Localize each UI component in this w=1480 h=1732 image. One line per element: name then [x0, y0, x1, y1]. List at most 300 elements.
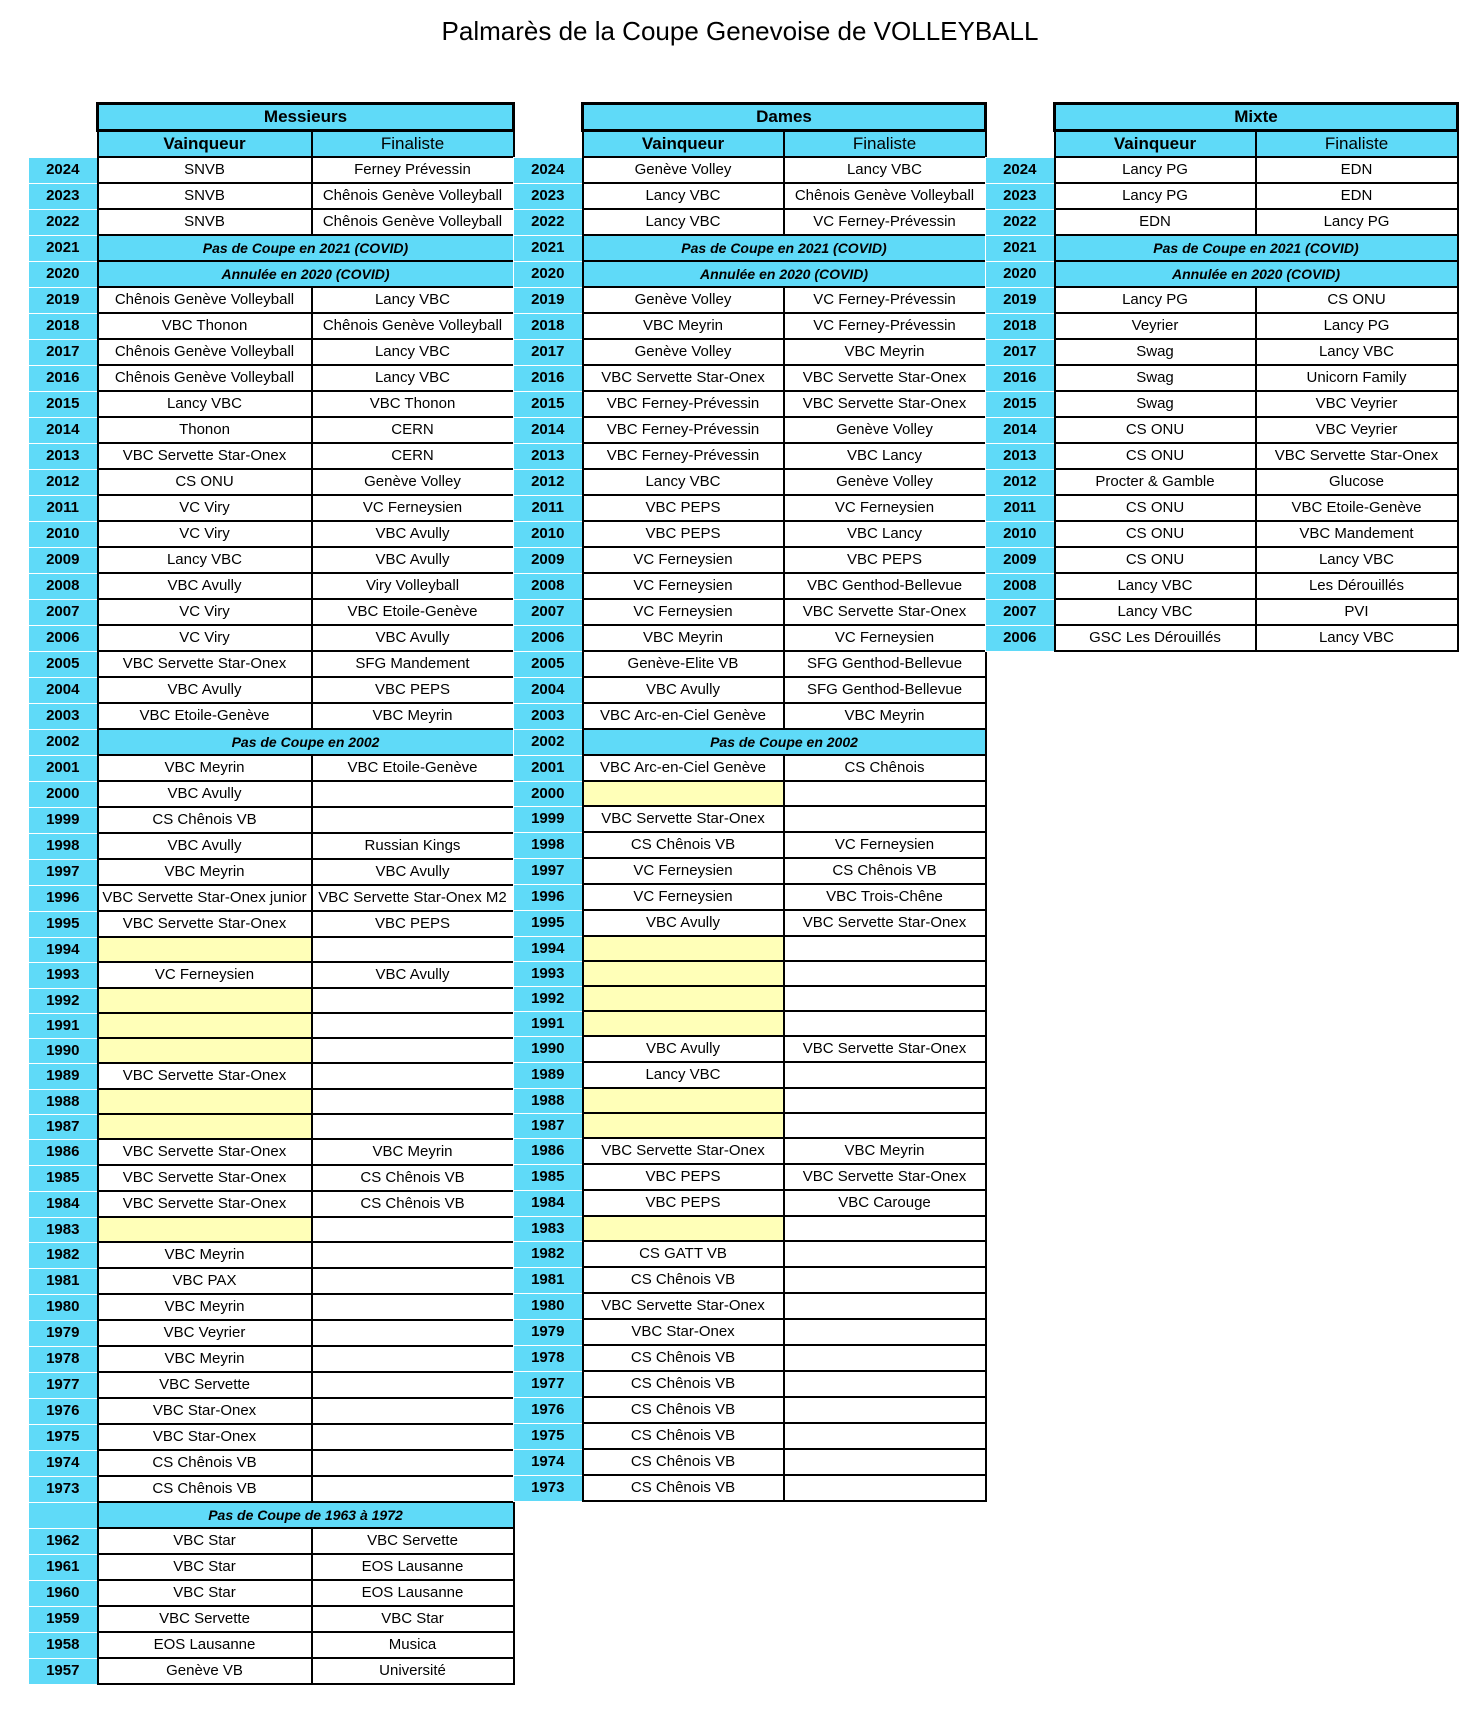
winner-cell [98, 1089, 312, 1114]
winner-cell: VBC Servette Star-Onex junior [98, 885, 312, 911]
year-cell: 2003 [29, 703, 98, 729]
winner-cell: Veyrier [1055, 313, 1256, 339]
finalist-cell [784, 1241, 986, 1267]
year-cell: 1995 [514, 910, 583, 936]
winner-cell: VBC Servette Star-Onex [98, 1063, 312, 1089]
finalist-cell: EOS Lausanne [312, 1554, 514, 1580]
finalist-cell: VBC Lancy [784, 521, 986, 547]
finalist-cell [312, 1424, 514, 1450]
winner-cell: VBC PEPS [583, 1190, 784, 1216]
table-row [514, 443, 986, 469]
winner-cell: CS Chênois VB [583, 832, 784, 858]
winner-cell: Genève Volley [583, 287, 784, 313]
year-cell: 1986 [514, 1138, 583, 1164]
table-row [514, 1036, 986, 1062]
finalist-cell: VC Ferney-Prévessin [784, 209, 986, 235]
finalist-cell: VC Ferney-Prévessin [784, 287, 986, 313]
finalist-cell: VBC Carouge [784, 1190, 986, 1216]
finalist-cell [784, 1293, 986, 1319]
table-row [29, 365, 514, 391]
finalist-cell [312, 1038, 514, 1063]
finalist-cell: VBC Servette Star-Onex [1256, 443, 1458, 469]
table-row [986, 235, 1458, 261]
winner-cell: VBC Arc-en-Ciel Genève [583, 703, 784, 729]
finalist-cell: VBC Star [312, 1606, 514, 1632]
table-row [514, 1088, 986, 1113]
winner-cell [98, 1013, 312, 1038]
table-row [29, 495, 514, 521]
year-cell [29, 1502, 98, 1528]
year-cell: 1998 [29, 833, 98, 859]
year-cell: 2011 [514, 495, 583, 521]
winner-cell: Lancy PG [1055, 157, 1256, 183]
year-cell: 1997 [29, 859, 98, 885]
winner-cell: CS Chênois VB [583, 1449, 784, 1475]
winner-cell: SNVB [98, 183, 312, 209]
finalist-cell: SFG Mandement [312, 651, 514, 677]
table-row [514, 261, 986, 287]
year-cell: 2018 [29, 313, 98, 339]
finalist-cell: Chênois Genève Volleyball [312, 313, 514, 339]
winner-cell: VBC Ferney-Prévessin [583, 443, 784, 469]
table-messieurs [28, 102, 515, 1685]
table-row [29, 1346, 514, 1372]
table-row [29, 287, 514, 313]
table-row [29, 1606, 514, 1632]
year-cell: 2003 [514, 703, 583, 729]
finalist-cell: VBC PEPS [312, 911, 514, 937]
finalist-cell: SFG Genthod-Bellevue [784, 651, 986, 677]
finalist-cell: VBC Meyrin [784, 1138, 986, 1164]
winner-cell: CS Chênois VB [98, 1476, 312, 1502]
table-row [514, 1190, 986, 1216]
winner-cell: GSC Les Dérouillés [1055, 625, 1256, 651]
winner-cell: Lancy VBC [98, 391, 312, 417]
year-cell: 2017 [986, 339, 1055, 365]
year-cell: 2023 [514, 183, 583, 209]
finalist-cell: VBC Meyrin [312, 703, 514, 729]
finalist-cell: VBC Genthod-Bellevue [784, 573, 986, 599]
finalist-cell [784, 986, 986, 1011]
table-row [514, 365, 986, 391]
year-cell: 2007 [986, 599, 1055, 625]
winner-cell: Lancy VBC [1055, 599, 1256, 625]
table-row [29, 1038, 514, 1063]
finalist-cell: VBC Servette Star-Onex [784, 1036, 986, 1062]
winner-cell: VC Ferneysien [583, 858, 784, 884]
winner-cell: CS ONU [1055, 443, 1256, 469]
year-cell: 1993 [29, 962, 98, 988]
winner-cell: VBC Avully [583, 1036, 784, 1062]
year-cell: 2001 [29, 755, 98, 781]
year-cell: 2005 [514, 651, 583, 677]
table-row [514, 1062, 986, 1088]
finalist-cell: Lancy PG [1256, 209, 1458, 235]
winner-cell: VC Ferneysien [583, 573, 784, 599]
table-row [29, 1658, 514, 1684]
finalist-cell [784, 1371, 986, 1397]
finalist-cell: VBC Servette Star-Onex M2 [312, 885, 514, 911]
year-cell: 1974 [514, 1449, 583, 1475]
finalist-cell: Glucose [1256, 469, 1458, 495]
finalist-cell [312, 1320, 514, 1346]
winner-cell: VC Ferneysien [583, 884, 784, 910]
winner-cell: VBC Avully [98, 781, 312, 807]
year-cell: 1978 [29, 1346, 98, 1372]
note-cell: Annulée en 2020 (COVID) [98, 261, 514, 287]
winner-header: Vainqueur [1055, 131, 1256, 158]
table-row [29, 859, 514, 885]
winner-cell: VBC Servette Star-Onex [98, 651, 312, 677]
table-row [29, 703, 514, 729]
year-cell: 2022 [986, 209, 1055, 235]
finalist-cell: CERN [312, 443, 514, 469]
table-row [514, 1267, 986, 1293]
table-row [986, 469, 1458, 495]
year-cell: 2004 [29, 677, 98, 703]
finalist-cell [312, 1114, 514, 1139]
winner-cell: Swag [1055, 339, 1256, 365]
year-cell: 1999 [514, 806, 583, 832]
year-cell: 2007 [514, 599, 583, 625]
year-cell: 1997 [514, 858, 583, 884]
table-row [29, 1165, 514, 1191]
year-cell: 2014 [514, 417, 583, 443]
winner-cell [583, 781, 784, 806]
year-cell: 1979 [29, 1320, 98, 1346]
winner-cell: VBC Meyrin [98, 1346, 312, 1372]
year-cell: 1999 [29, 807, 98, 833]
table-row [29, 1502, 514, 1528]
finalist-cell [312, 988, 514, 1013]
table-row [514, 729, 986, 755]
winner-cell: Lancy PG [1055, 287, 1256, 313]
table-row [29, 729, 514, 755]
table-row [986, 157, 1458, 183]
finalist-cell: Lancy VBC [784, 157, 986, 183]
table-row [29, 599, 514, 625]
year-cell: 1990 [514, 1036, 583, 1062]
winner-cell: VBC Avully [583, 910, 784, 936]
winner-cell: VBC Meyrin [98, 755, 312, 781]
year-cell: 1998 [514, 832, 583, 858]
table-row [514, 755, 986, 781]
year-cell: 2007 [29, 599, 98, 625]
table-row [29, 911, 514, 937]
finalist-cell [312, 1476, 514, 1502]
note-cell: Pas de Coupe de 1963 à 1972 [98, 1502, 514, 1528]
finalist-cell [784, 1062, 986, 1088]
table-row [514, 521, 986, 547]
table-row [29, 781, 514, 807]
table-row [514, 469, 986, 495]
winner-cell: VBC Servette [98, 1372, 312, 1398]
winner-cell: SNVB [98, 209, 312, 235]
winner-cell [583, 1088, 784, 1113]
winner-cell: Chênois Genève Volleyball [98, 365, 312, 391]
year-cell: 1982 [29, 1242, 98, 1268]
note-cell: Annulée en 2020 (COVID) [583, 261, 986, 287]
year-cell: 2023 [986, 183, 1055, 209]
table-row [29, 885, 514, 911]
year-cell: 2013 [986, 443, 1055, 469]
table-row [514, 625, 986, 651]
table-dames [513, 102, 987, 1502]
year-cell: 1979 [514, 1319, 583, 1345]
table-row [514, 703, 986, 729]
table-row [514, 651, 986, 677]
finalist-cell: VBC Mandement [1256, 521, 1458, 547]
year-cell: 2015 [986, 391, 1055, 417]
winner-cell: Thonon [98, 417, 312, 443]
year-cell: 2015 [29, 391, 98, 417]
winner-cell: VBC PEPS [583, 521, 784, 547]
year-cell: 1980 [514, 1293, 583, 1319]
year-cell: 1987 [29, 1114, 98, 1139]
winner-cell: CS Chênois VB [583, 1397, 784, 1423]
winner-cell: Lancy VBC [583, 1062, 784, 1088]
year-cell: 1991 [514, 1011, 583, 1036]
finalist-cell [312, 937, 514, 962]
finalist-cell: Genève Volley [784, 417, 986, 443]
year-cell: 2010 [514, 521, 583, 547]
winner-cell: Lancy VBC [1055, 573, 1256, 599]
table-row [29, 625, 514, 651]
table-row [29, 443, 514, 469]
year-cell: 2002 [29, 729, 98, 755]
winner-cell: VBC PAX [98, 1268, 312, 1294]
finalist-cell: VBC Meyrin [784, 703, 986, 729]
finalist-cell: CS Chênois VB [784, 858, 986, 884]
year-cell: 1957 [29, 1658, 98, 1684]
winner-cell: CS Chênois VB [98, 1450, 312, 1476]
winner-cell: VBC Avully [98, 677, 312, 703]
table-row [29, 1372, 514, 1398]
note-cell: Pas de Coupe en 2002 [583, 729, 986, 755]
winner-cell: Genève Volley [583, 157, 784, 183]
table-row [29, 1424, 514, 1450]
table-row [514, 910, 986, 936]
table-row [29, 651, 514, 677]
winner-cell: CS ONU [1055, 547, 1256, 573]
winner-cell [98, 1114, 312, 1139]
finalist-cell [312, 1346, 514, 1372]
year-cell: 1996 [29, 885, 98, 911]
table-row [986, 417, 1458, 443]
finalist-cell: VBC Meyrin [784, 339, 986, 365]
winner-cell: VBC PEPS [583, 1164, 784, 1190]
year-cell: 1978 [514, 1345, 583, 1371]
year-cell: 1996 [514, 884, 583, 910]
table-row [29, 1554, 514, 1580]
year-cell: 2006 [29, 625, 98, 651]
winner-cell: Lancy PG [1055, 183, 1256, 209]
table-row [514, 781, 986, 806]
finalist-cell: VC Ferneysien [784, 625, 986, 651]
year-cell: 1984 [29, 1191, 98, 1217]
year-cell: 2020 [986, 261, 1055, 287]
winner-cell: Procter & Gamble [1055, 469, 1256, 495]
year-cell: 1988 [29, 1089, 98, 1114]
finalist-cell: EDN [1256, 183, 1458, 209]
winner-cell: CS Chênois VB [583, 1267, 784, 1293]
table-row [986, 521, 1458, 547]
table-row [29, 807, 514, 833]
winner-cell: VBC Meyrin [583, 313, 784, 339]
finalist-cell: VBC Meyrin [312, 1139, 514, 1165]
winner-cell: VBC Ferney-Prévessin [583, 391, 784, 417]
winner-cell: VC Ferneysien [98, 962, 312, 988]
finalist-cell: VBC Lancy [784, 443, 986, 469]
table-row [514, 858, 986, 884]
winner-cell: Lancy VBC [98, 547, 312, 573]
year-cell: 1981 [514, 1267, 583, 1293]
finalist-cell: VBC PEPS [784, 547, 986, 573]
section-title: Messieurs [98, 104, 514, 131]
table-row [514, 235, 986, 261]
winner-cell [583, 961, 784, 986]
winner-cell: CS ONU [98, 469, 312, 495]
finalist-cell [312, 1268, 514, 1294]
winner-cell: VBC Arc-en-Ciel Genève [583, 755, 784, 781]
table-row [514, 1345, 986, 1371]
year-cell: 2006 [514, 625, 583, 651]
year-cell: 2005 [29, 651, 98, 677]
winner-cell: VBC Servette Star-Onex [98, 911, 312, 937]
table-row [29, 339, 514, 365]
section-title: Mixte [1055, 104, 1458, 131]
winner-cell: EOS Lausanne [98, 1632, 312, 1658]
year-cell: 2020 [29, 261, 98, 287]
finalist-header: Finaliste [784, 131, 986, 158]
table-row [986, 573, 1458, 599]
finalist-cell [784, 1475, 986, 1501]
finalist-cell [312, 1013, 514, 1038]
finalist-cell [784, 781, 986, 806]
year-cell: 2008 [986, 573, 1055, 599]
table-row [29, 209, 514, 235]
finalist-cell: VC Ferneysien [784, 832, 986, 858]
year-cell: 1992 [514, 986, 583, 1011]
table-row [29, 962, 514, 988]
year-cell: 2008 [514, 573, 583, 599]
finalist-cell [312, 1242, 514, 1268]
finalist-cell: Musica [312, 1632, 514, 1658]
winner-cell: VBC Star-Onex [98, 1398, 312, 1424]
finalist-header: Finaliste [312, 131, 514, 158]
year-cell: 2009 [986, 547, 1055, 573]
winner-header: Vainqueur [98, 131, 312, 158]
table-row [514, 313, 986, 339]
table-row [514, 1164, 986, 1190]
table-row [514, 391, 986, 417]
winner-cell: VC Viry [98, 625, 312, 651]
year-cell: 1984 [514, 1190, 583, 1216]
finalist-cell [312, 1294, 514, 1320]
finalist-cell: VBC Avully [312, 547, 514, 573]
winner-cell [583, 936, 784, 961]
year-cell: 2009 [29, 547, 98, 573]
finalist-cell [784, 1397, 986, 1423]
table-row [514, 547, 986, 573]
winner-cell [98, 937, 312, 962]
table-row [986, 209, 1458, 235]
table-row [514, 986, 986, 1011]
finalist-cell: Lancy VBC [1256, 547, 1458, 573]
finalist-cell: Université [312, 1658, 514, 1684]
winner-cell: VBC Meyrin [583, 625, 784, 651]
winner-cell: VBC Star [98, 1528, 312, 1554]
table-row [986, 261, 1458, 287]
table-row [29, 755, 514, 781]
year-cell: 2013 [514, 443, 583, 469]
table-row [29, 1114, 514, 1139]
table-row [514, 573, 986, 599]
table-row [514, 599, 986, 625]
table-row [514, 183, 986, 209]
year-cell: 1958 [29, 1632, 98, 1658]
year-cell: 2021 [29, 235, 98, 261]
winner-cell: VBC PEPS [583, 495, 784, 521]
year-cell: 1976 [514, 1397, 583, 1423]
year-cell: 1959 [29, 1606, 98, 1632]
year-cell: 2021 [514, 235, 583, 261]
winner-cell: CS Chênois VB [98, 807, 312, 833]
table-row [514, 287, 986, 313]
table-row [29, 1191, 514, 1217]
year-cell: 1988 [514, 1088, 583, 1113]
table-row [514, 1113, 986, 1138]
finalist-cell [312, 807, 514, 833]
year-cell: 1960 [29, 1580, 98, 1606]
finalist-cell [784, 1267, 986, 1293]
table-row [514, 339, 986, 365]
table-row [29, 573, 514, 599]
table-row [29, 521, 514, 547]
year-cell: 1962 [29, 1528, 98, 1554]
winner-cell: VBC Star [98, 1554, 312, 1580]
finalist-cell: Lancy VBC [1256, 339, 1458, 365]
winner-cell: CS ONU [1055, 417, 1256, 443]
year-cell: 2018 [514, 313, 583, 339]
winner-cell: CS Chênois VB [583, 1423, 784, 1449]
year-cell: 2008 [29, 573, 98, 599]
winner-cell: VBC Servette Star-Onex [583, 1138, 784, 1164]
year-cell: 1994 [514, 936, 583, 961]
winner-cell: VBC Servette Star-Onex [583, 1293, 784, 1319]
year-cell: 1995 [29, 911, 98, 937]
winner-cell: CS Chênois VB [583, 1371, 784, 1397]
table-row [986, 365, 1458, 391]
year-cell: 1983 [514, 1216, 583, 1241]
winner-cell: Lancy VBC [583, 469, 784, 495]
year-cell: 1989 [514, 1062, 583, 1088]
finalist-cell [312, 1063, 514, 1089]
finalist-cell [784, 1216, 986, 1241]
winner-cell: Swag [1055, 391, 1256, 417]
winner-cell: VBC Meyrin [98, 1242, 312, 1268]
table-row [29, 1320, 514, 1346]
table-row [986, 339, 1458, 365]
finalist-cell: VC Ferneysien [312, 495, 514, 521]
year-cell: 2002 [514, 729, 583, 755]
year-cell: 2010 [29, 521, 98, 547]
winner-cell: VBC Servette Star-Onex [98, 1191, 312, 1217]
table-row [986, 183, 1458, 209]
finalist-cell: CS Chênois VB [312, 1165, 514, 1191]
finalist-cell [312, 1372, 514, 1398]
table-row [514, 495, 986, 521]
